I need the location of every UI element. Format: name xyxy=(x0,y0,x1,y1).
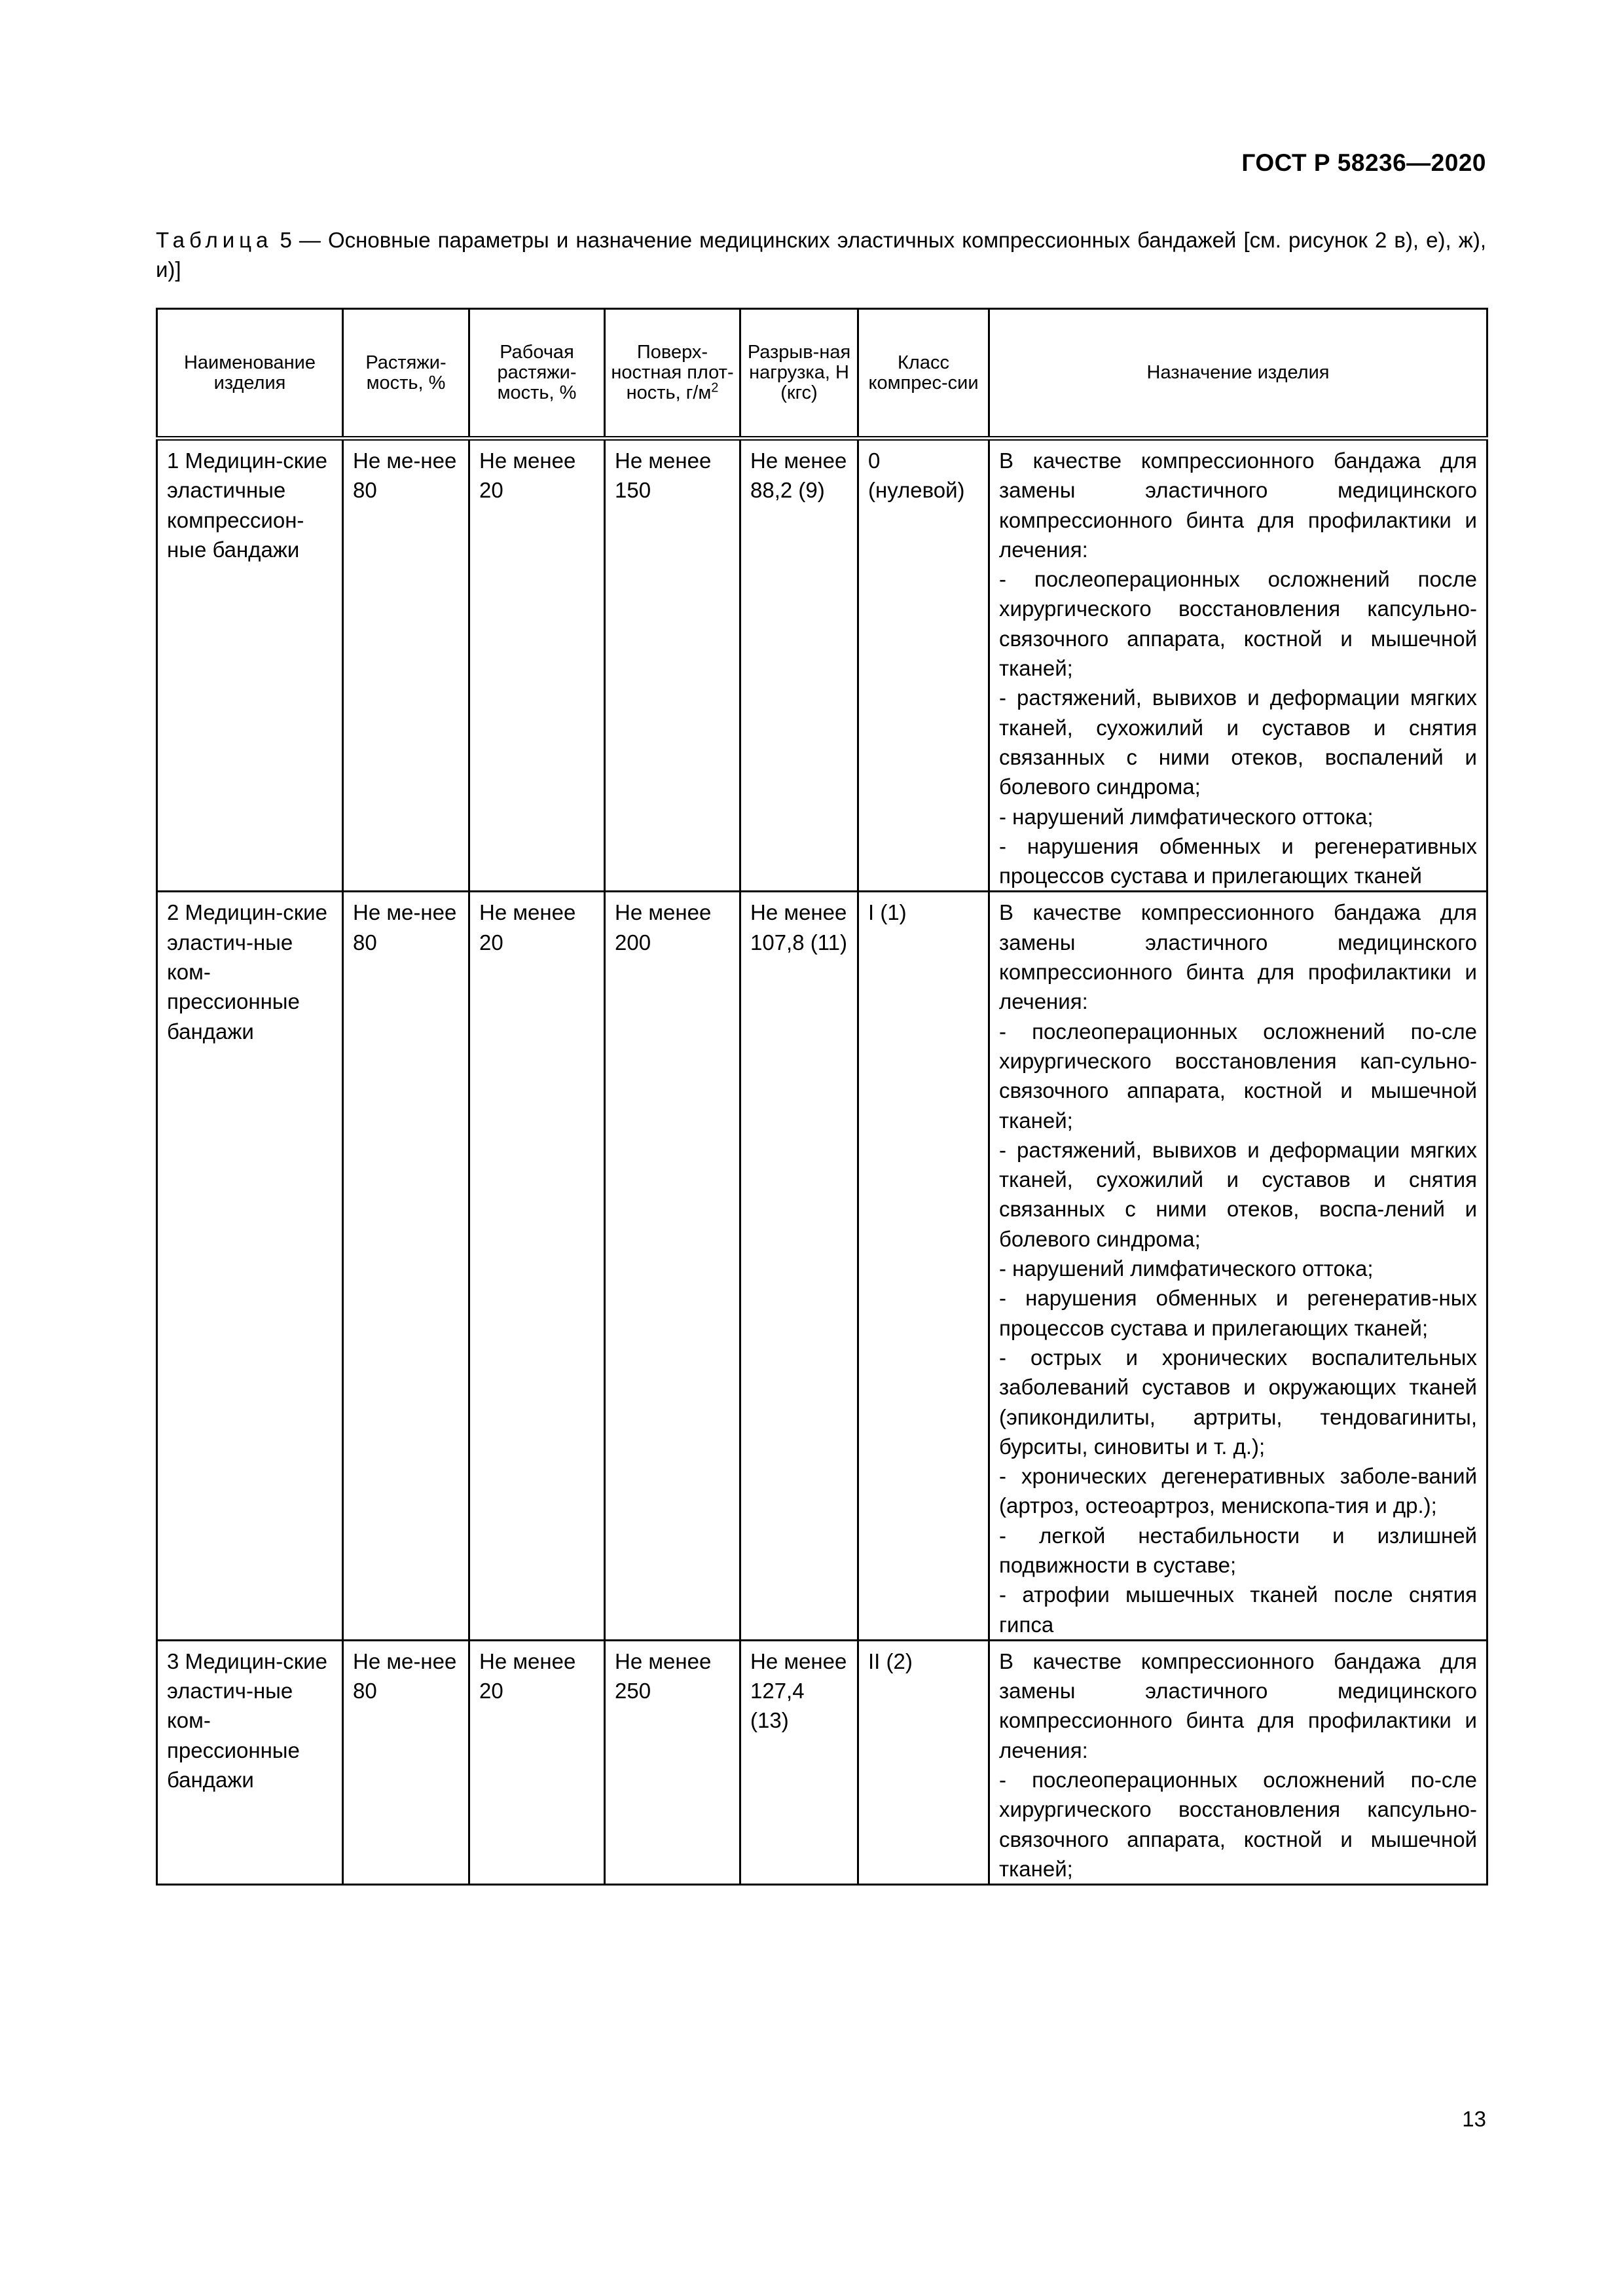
header-density-sup: 2 xyxy=(711,380,719,395)
purpose-line: - атрофии мышечных тканей после снятия гипса xyxy=(999,1582,1477,1637)
header-density-text: Поверх-ностная плот-ность, г/м xyxy=(611,342,734,403)
table-row xyxy=(157,892,1487,1640)
cell-name: 2 Медицин-ские эластич-ные ком-прессионные бандажи xyxy=(157,892,343,1640)
cell-stretch: Не ме-нее 80 xyxy=(343,439,469,892)
purpose-line: В качестве компрессионного бандажа для замены эластичного медицинского компрессионного бинта для профилактики и лечения: xyxy=(999,1649,1477,1762)
purpose-line: В качестве компрессионного бандажа для замены эластичного медицинского компрессионного бинта для профилактики и лечения: xyxy=(999,900,1477,1014)
cell-work-stretch: Не менее 20 xyxy=(469,439,605,892)
purpose-line: - нарушений лимфатического оттока; xyxy=(999,804,1374,829)
purpose-line: - послеоперационных осложнений после хирургического восстановления капсульно-связочного аппарата, костной и мышечной тканей; xyxy=(999,567,1477,681)
cell-density: Не менее 250 xyxy=(605,1640,740,1884)
purpose-line: - растяжений, вывихов и деформации мягких тканей, сухожилий и суставов и снятия связанных с ними отеков, воспа-лений и болевого синдрома; xyxy=(999,1137,1477,1251)
cell-load: Не менее 88,2 (9) xyxy=(740,439,858,892)
cell-purpose xyxy=(989,1640,1487,1884)
header-name: Наименование изделия xyxy=(157,309,343,439)
purpose-line: - нарушений лимфатического оттока; xyxy=(999,1256,1374,1281)
header-purpose: Назначение изделия xyxy=(989,309,1487,439)
purpose-line: - острых и хронических воспалительных заболеваний суставов и окружающих тканей (эпикондилиты, артриты, тендовагиниты, бурситы, синовиты и т. д.); xyxy=(999,1345,1477,1459)
purpose-line: - послеоперационных осложнений по-сле хирургического восстановления капсульно-связочного аппарата, костной и мышечной тканей; xyxy=(999,1768,1477,1881)
cell-load: Не менее 127,4 (13) xyxy=(740,1640,858,1884)
purpose-line: - нарушения обменных и регенеративных процессов сустава и прилегающих тканей xyxy=(999,833,1477,888)
purpose-line: - хронических дегенеративных заболе-ваний (артроз, остеоартроз, менископа-тия и др.); xyxy=(999,1464,1477,1518)
purpose-line: - легкой нестабильности и излишней подвижности в суставе; xyxy=(999,1523,1477,1577)
document-code: ГОСТ Р 58236—2020 xyxy=(1241,149,1486,176)
purpose-line: В качестве компрессионного бандажа для замены эластичного медицинского компрессионного бинта для профилактики и лечения: xyxy=(999,448,1477,562)
table-row xyxy=(157,1640,1487,1884)
parameters-table xyxy=(156,308,1488,1886)
header-stretch: Растяжи-мость, % xyxy=(343,309,469,439)
purpose-line: - нарушения обменных и регенератив-ных процессов сустава и прилегающих тканей; xyxy=(999,1286,1477,1340)
cell-purpose xyxy=(989,892,1487,1640)
cell-purpose xyxy=(989,439,1487,892)
cell-class: I (1) xyxy=(858,892,989,1640)
cell-stretch: Не ме-нее 80 xyxy=(343,892,469,1640)
header-class: Класс компрес-сии xyxy=(858,309,989,439)
header-density xyxy=(605,309,740,439)
purpose-line: - растяжений, вывихов и деформации мягких тканей, сухожилий и суставов и снятия связанных с ними отеков, воспалений и болевого синдрома; xyxy=(999,685,1477,799)
purpose-line: - послеоперационных осложнений по-сле хирургического восстановления кап-сульно-связочного аппарата, костной и мышечной тканей; xyxy=(999,1019,1477,1133)
table-header-row xyxy=(157,309,1487,439)
cell-class: II (2) xyxy=(858,1640,989,1884)
cell-name: 1 Медицин-ские эластичные компрессион-ные бандажи xyxy=(157,439,343,892)
cell-density: Не менее 200 xyxy=(605,892,740,1640)
cell-stretch: Не ме-нее 80 xyxy=(343,1640,469,1884)
cell-load: Не менее 107,8 (11) xyxy=(740,892,858,1640)
cell-density: Не менее 150 xyxy=(605,439,740,892)
caption-label: Таблица xyxy=(156,228,273,252)
cell-work-stretch: Не менее 20 xyxy=(469,892,605,1640)
caption-title: 5 — Основные параметры и назначение медицинских эластичных компрессионных бандажей [см. рисунок 2 в), е), ж), и)] xyxy=(156,228,1486,282)
cell-name: 3 Медицин-ские эластич-ные ком-прессионные бандажи xyxy=(157,1640,343,1884)
cell-work-stretch: Не менее 20 xyxy=(469,1640,605,1884)
page-number: 13 xyxy=(1462,2107,1486,2131)
header-load: Разрыв-ная нагрузка, Н (кгс) xyxy=(740,309,858,439)
table-row xyxy=(157,439,1487,892)
table-caption xyxy=(156,225,1486,284)
cell-class: 0 (нулевой) xyxy=(858,439,989,892)
header-work-stretch: Рабочая растяжи-мость, % xyxy=(469,309,605,439)
